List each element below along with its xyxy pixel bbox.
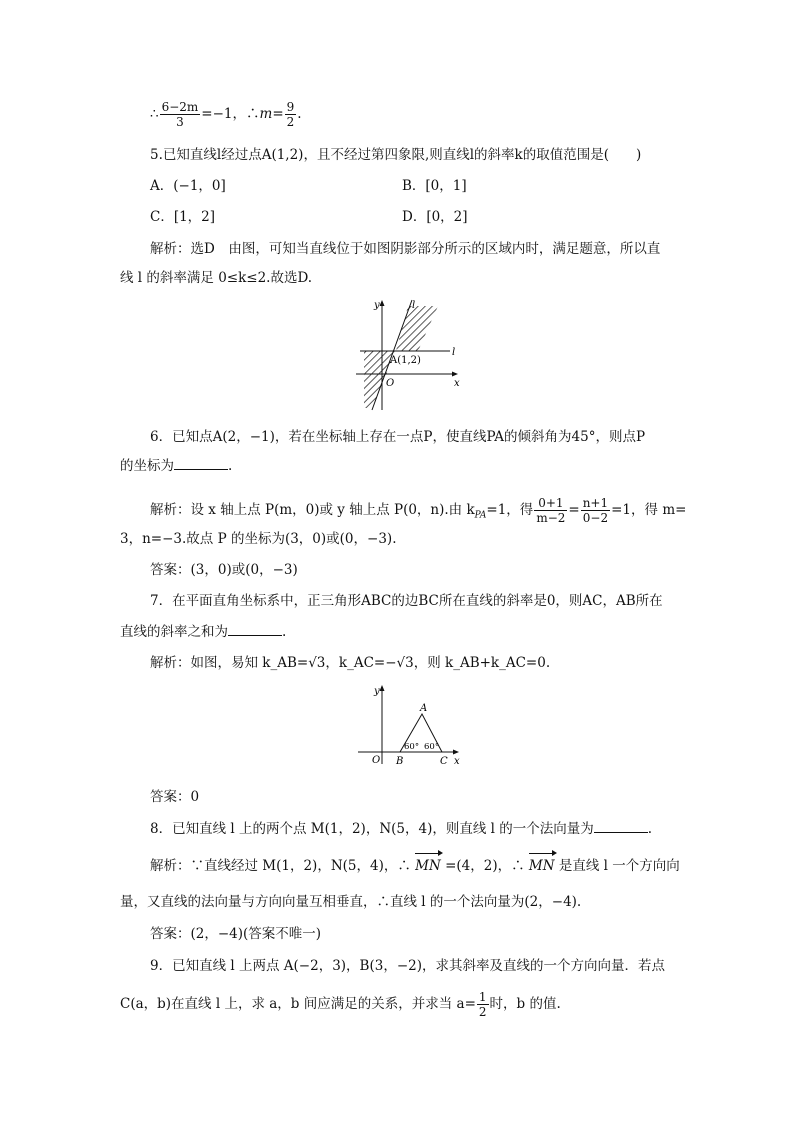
- answer-blank: [174, 457, 228, 470]
- answer-blank: [228, 623, 282, 636]
- q6-answer: 答案：(3，0)或(0，−3): [150, 562, 298, 578]
- vector-mn: MN: [415, 858, 441, 874]
- line-label-1: l: [412, 300, 416, 311]
- q8-solution-line1: 解析：∵直线经过 M(1，2)，N(5，4)，∴ MN =(4，2)，∴ MN 是直线 l 一个方向向: [150, 858, 680, 874]
- q7-solution: 解析：如图，易知 k_AB=√3，k_AC=−√3，则 k_AB+k_AC=0.: [150, 655, 551, 671]
- q7-answer: 答案：0: [150, 789, 200, 805]
- y-label: y: [374, 300, 380, 311]
- q5-stem: 5.已知直线l经过点A(1,2)，且不经过第四象限,则直线l的斜率k的取值范围是( ): [150, 147, 642, 163]
- fraction: $\frac{6-2m}{3}$: [161, 100, 199, 129]
- line-label-2: l: [452, 347, 456, 358]
- origin-label: O: [386, 378, 395, 389]
- x-label: x: [454, 378, 460, 389]
- vertex-b-label: B: [396, 756, 404, 767]
- fraction: $\frac{9}{2}$: [286, 100, 295, 129]
- q5-option-c: C．[1，2]: [150, 209, 216, 225]
- q8-answer: 答案：(2，−4)(答案不唯一): [150, 926, 322, 942]
- q5-solution-line1: 解析：选D 由图，可知当直线位于如图阴影部分所示的区域内时，满足题意，所以直: [150, 241, 661, 257]
- q5-option-a: A．(−1，0]: [150, 178, 226, 194]
- q5-option-d: D．[0，2]: [402, 209, 468, 225]
- q5-solution-line2: 线 l 的斜率满足 0≤k≤2.故选D.: [120, 270, 313, 286]
- q5-option-b: B．[0，1]: [402, 178, 467, 194]
- vector-mn: MN: [528, 858, 555, 874]
- origin-label: O: [372, 755, 381, 766]
- q6-solution-line1: 解析：设 x 轴上点 P(m，0)或 y 轴上点 P(0，n).由 $k_{PA}=1$，得 $\frac{0+1}{m-2}$ = $\frac{n+1}{0-2}$ =1，得 m=: [150, 496, 687, 525]
- q6-stem-line1: 6．已知点A(2，−1)，若在坐标轴上存在一点P，使直线PA的倾斜角为45°，则点P: [150, 429, 646, 445]
- hatched-region-upper: [396, 306, 438, 351]
- vertex-a-label: A: [420, 703, 428, 714]
- q6-solution-line2: 3，n=−3.故点 P 的坐标为(3，0)或(0，−3).: [120, 531, 397, 547]
- angle-c-label: 60°: [424, 742, 440, 752]
- q7-stem-line1: 7．在平面直角坐标系中，正三角形ABC的边BC所在直线的斜率是0，则AC，AB所在: [150, 593, 663, 609]
- q9-stem-line2: C(a，b)在直线 l 上，求 a，b 间应满足的关系，并求当 a= $\frac{1}{2}$ 时，b 的值.: [120, 990, 561, 1019]
- q8-stem: 8．已知直线 l 上的两个点 M(1，2)，N(5，4)，则直线 l 的一个法向量为 .: [150, 821, 653, 837]
- x-label: x: [454, 756, 460, 767]
- q9-stem-line1: 9．已知直线 l 上两点 A(−2，3)，B(3，−2)，求其斜率及直线的一个方向向量．若点: [150, 958, 665, 974]
- answer-blank: [594, 820, 648, 833]
- angle-b-label: 60°: [404, 742, 420, 752]
- prev-solution-line: ∴ $\frac{6-2m}{3}$ =−1，∴m= $\frac{9}{2}$ .: [150, 100, 302, 129]
- vertex-c-label: C: [440, 756, 448, 767]
- figure-triangle: [352, 682, 464, 768]
- y-label: y: [374, 686, 380, 697]
- q7-stem-line2: 直线的斜率之和为 .: [120, 624, 287, 640]
- therefore-symbol: ∴: [150, 106, 159, 122]
- point-label: A(1,2): [390, 355, 421, 366]
- q6-stem-line2: 的坐标为 .: [120, 458, 233, 474]
- q8-solution-line2: 量，又直线的法向量与方向向量互相垂直，∴直线 l 的一个法向量为(2，−4).: [120, 894, 582, 910]
- figure-shaded-region: [350, 296, 470, 414]
